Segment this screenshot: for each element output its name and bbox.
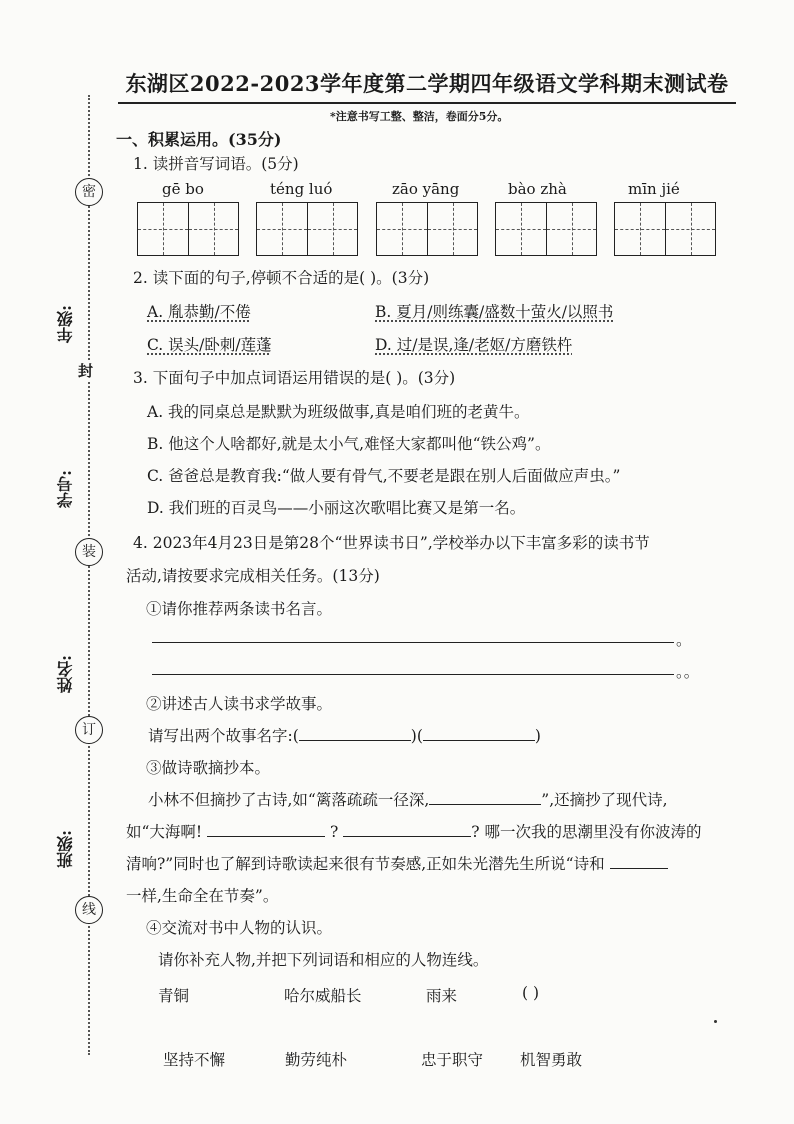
question-1: 1. 读拼音写词语。(5分) <box>133 155 299 173</box>
poem-text-1b: ”,还摘抄了现代诗, <box>541 791 668 809</box>
story-name-1-open: ( <box>292 727 299 745</box>
quote-line-1-end: 。 <box>676 631 692 649</box>
seal-zhuang: 装 <box>75 538 103 566</box>
pinyin-5: mīn jié <box>628 180 680 198</box>
poem-text-1a: 小林不但摘抄了古诗,如“篱落疏疏一径深, <box>148 791 430 809</box>
trait-3[interactable]: 忠于职守 <box>421 1051 484 1069</box>
answer-box-3[interactable] <box>376 202 478 256</box>
story-name-2-blank[interactable] <box>423 726 535 741</box>
person-3[interactable]: 雨来 <box>426 987 458 1005</box>
question-4-line2: 活动,请按要求完成相关任务。(13分) <box>126 567 380 585</box>
grade-label: 年级: <box>56 305 75 343</box>
seal-feng: 封 <box>78 362 94 380</box>
person-1[interactable]: 青铜 <box>158 987 190 1005</box>
page-title: 东湖区2022-2023学年度第二学期四年级语文学科期末测试卷 <box>118 68 736 104</box>
stray-dot <box>714 1020 717 1023</box>
poem-text-2b: ? <box>330 823 339 841</box>
pinyin-1: gē bo <box>162 180 204 198</box>
answer-box-5[interactable] <box>614 202 716 256</box>
poem-text-2a: 如“大海啊! <box>126 823 203 841</box>
poem-blank-2[interactable] <box>207 822 325 837</box>
answer-box-4[interactable] <box>495 202 597 256</box>
poem-text-3a: 清响?”同时也了解到诗歌读起来很有节奏感,正如朱光潜先生所说“诗和 <box>126 855 605 873</box>
story-name-1-blank[interactable] <box>299 726 411 741</box>
quote-answer-line-1[interactable] <box>152 642 674 643</box>
q2-option-d: D. 过/是误,逢/老妪/方磨铁杵 <box>375 336 573 354</box>
q3-option-d: D. 我们班的百灵鸟——小丽这次歌唱比赛又是第一名。 <box>147 499 526 517</box>
class-label: 班级: <box>56 830 75 868</box>
poem-line-1 <box>148 788 668 810</box>
task-2: ②讲述古人读书求学故事。 <box>146 695 333 713</box>
quote-answer-line-2[interactable] <box>152 674 674 675</box>
story-name-1-close: ) <box>410 727 417 745</box>
answer-box-2[interactable] <box>256 202 358 256</box>
poem-line-4: 一样,生命全在节奏”。 <box>126 887 279 905</box>
person-4-blank[interactable]: ( ) <box>522 984 540 1002</box>
q2-option-c: C. 误头/卧刺/莲蓬 <box>147 336 272 354</box>
poem-blank-3[interactable] <box>343 822 471 837</box>
quote-line-2-end: 。。 <box>676 663 700 681</box>
task-4-prompt: 请你补充人物,并把下列词语和相应的人物连线。 <box>158 951 489 969</box>
q2-option-a: A. 胤恭勤/不倦 <box>147 303 251 321</box>
poem-line-2 <box>126 820 702 842</box>
poem-line-3 <box>126 852 668 874</box>
poem-blank-4[interactable] <box>610 854 668 869</box>
section-heading: 一、积累运用。(35分) <box>116 130 282 149</box>
question-2: 2. 读下面的句子,停顿不合适的是( )。(3分) <box>133 269 430 287</box>
q2-option-b: B. 夏月/则练囊/盛数十萤火/以照书 <box>375 303 614 321</box>
pinyin-3: zāo yāng <box>392 180 460 198</box>
q3-option-a: A. 我的同桌总是默默为班级做事,真是咱们班的老黄牛。 <box>147 403 530 421</box>
question-3: 3. 下面句子中加点词语运用错误的是( )。(3分) <box>133 369 456 387</box>
q3-option-c: C. 爸爸总是教育我:“做人要有骨气,不要老是跟在别人后面做应声虫。” <box>147 467 621 485</box>
answer-box-1[interactable] <box>137 202 239 256</box>
person-2[interactable]: 哈尔威船长 <box>284 987 362 1005</box>
seal-xian: 线 <box>75 896 103 924</box>
task-1: ①请你推荐两条读书名言。 <box>146 600 333 618</box>
story-name-2-open: ( <box>416 727 423 745</box>
story-names-prompt: 请写出两个故事名字: <box>148 727 293 745</box>
task-4: ④交流对书中人物的认识。 <box>146 919 333 937</box>
poem-text-2c: ? 哪一次我的思潮里没有你波涛的 <box>471 823 702 841</box>
question-4-line1: 4. 2023年4月23日是第28个“世界读书日”,学校举办以下丰富多彩的读书节 <box>133 534 650 552</box>
trait-2[interactable]: 勤劳纯朴 <box>285 1051 348 1069</box>
name-label: 姓名: <box>56 655 75 693</box>
story-names-row <box>148 724 541 746</box>
seal-mi: 密 <box>75 178 103 206</box>
seal-ding: 订 <box>75 716 103 744</box>
task-3: ③做诗歌摘抄本。 <box>146 759 271 777</box>
q3-option-b: B. 他这个人啥都好,就是太小气,难怪大家都叫他“铁公鸡”。 <box>147 435 551 453</box>
writing-note: *注意书写工整、整洁，卷面分5分。 <box>330 110 509 123</box>
pinyin-4: bào zhà <box>508 180 567 198</box>
trait-1[interactable]: 坚持不懈 <box>163 1051 226 1069</box>
poem-blank-1[interactable] <box>429 790 541 805</box>
story-name-2-close: ) <box>534 727 541 745</box>
pinyin-2: téng luó <box>270 180 333 198</box>
trait-4[interactable]: 机智勇敢 <box>520 1051 583 1069</box>
student-id-label: 学号: <box>56 470 75 508</box>
